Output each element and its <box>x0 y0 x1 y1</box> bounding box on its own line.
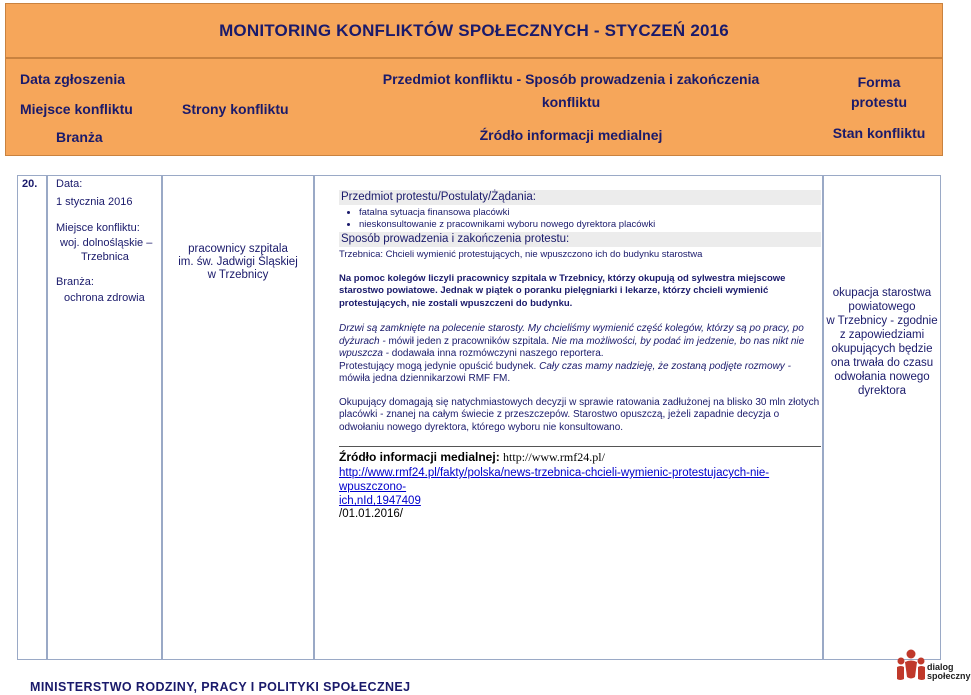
header-date: Data zgłoszenia <box>20 71 126 87</box>
quote-3: Cały czas mamy nadzieję, że zostaną podjęte rozmowy - <box>539 360 791 372</box>
page-title: MONITORING KONFLIKTÓW SPOŁECZNYCH - STYCZEŃ 2016 <box>219 20 729 40</box>
header-form: Forma <box>857 74 901 90</box>
method-header: Sposób prowadzenia i zakończenia protestu: <box>339 232 821 247</box>
place-line2: Trzebnica <box>81 251 129 263</box>
place-line1: woj. dolnośląskie – <box>60 237 153 249</box>
parties-block <box>163 243 313 282</box>
date-value: 1 stycznia 2016 <box>56 196 133 208</box>
form-line: dyrektora <box>858 385 906 397</box>
form-line: okupujących będzie <box>831 343 933 355</box>
header-protest: protestu <box>851 94 907 110</box>
source-date: /01.01.2016/ <box>339 508 403 520</box>
logo-text-line1: dialog <box>927 662 954 672</box>
form-line: z zapowiedziami <box>839 329 925 341</box>
place-label: Miejsce konfliktu: <box>56 222 140 234</box>
header-col-form <box>816 59 942 155</box>
branch-value: ochrona zdrowia <box>64 292 145 304</box>
footer-ministry: MINISTERSTWO RODZINY, PRACY I POLITYKI SPOŁECZNEJ <box>30 680 411 694</box>
source-link-line2: ich,nId,1947409 <box>339 495 421 507</box>
quote-2-attribution: dodawała inna rozmówczyni naszego reportera. <box>391 348 604 359</box>
form-line: odwołania nowego <box>834 371 930 383</box>
table-row <box>5 165 941 660</box>
subject-header: Przedmiot protestu/Postulaty/Żądania: <box>339 190 821 205</box>
quote-1-attribution: mówił jeden z pracowników szpitala. <box>388 335 550 347</box>
quote-2: Nie ma możliwości, by podać im jedzenie, bo nas nikt nie wpuszcza - <box>339 335 805 359</box>
subject-list <box>339 207 821 231</box>
method-line: Trzebnica: Chcieli wymienić protestujących, nie wpuszczono ich do budynku starostwa <box>339 249 703 260</box>
source-site: http://www.rmf24.pl/ <box>503 450 605 464</box>
source-link[interactable] <box>339 467 769 507</box>
source-box <box>339 446 821 521</box>
parties-cell <box>162 175 314 660</box>
party-line2: im. św. Jadwigi Śląskiej <box>178 256 298 268</box>
branch-label: Branża: <box>56 276 94 288</box>
header-branch: Branża <box>56 129 103 145</box>
header-subject-line1: Przedmiot konfliktu - Sposób prowadzenia i zakończenia <box>382 71 760 87</box>
subject-bullet: • nieskonsultowanie z pracownikami wyboru nowego dyrektora placówki <box>359 219 821 231</box>
header-col-parties <box>166 59 326 155</box>
row-number: 20. <box>22 178 38 190</box>
header-parties: Strony konfliktu <box>182 101 289 117</box>
source-header-line <box>339 451 821 464</box>
logo-text <box>927 663 971 681</box>
article-lead: Na pomoc kolegów liczyli pracownicy szpitala w Trzebnicy, którzy okupują od sylwestra miejscowe starostwo powiatowe. Jednak w piątek o poranku pielęgniarki i lekarze, którzy chcieli wymienić protestujących, nie zostali wpuszczeni do budynku. <box>339 272 786 309</box>
header-source: Źródło informacji medialnej <box>479 127 663 143</box>
form-line: powiatowego <box>848 301 916 313</box>
party-line3: w Trzebnicy <box>207 269 269 281</box>
table-header <box>5 58 943 156</box>
date-place-cell <box>47 175 162 660</box>
source-label: Źródło informacji medialnej: <box>339 450 500 464</box>
subject-content <box>339 190 821 434</box>
party-line1: pracownicy szpitala <box>188 243 288 255</box>
dialog-spoleczny-logo <box>894 647 971 691</box>
form-line: okupacja starostwa <box>832 287 932 299</box>
header-col-date-place-branch <box>6 59 166 155</box>
form-block <box>824 286 940 398</box>
header-status: Stan konfliktu <box>832 125 926 141</box>
logo-people-icon <box>894 647 928 687</box>
subject-cell <box>314 175 823 660</box>
form-line: ona trwała do czasu <box>830 357 934 369</box>
subject-bullet: • fatalna sytuacja finansowa placówki <box>359 207 821 219</box>
quote-1: Drzwi są zamknięte na polecenie starosty. My chcieliśmy wymienić część kolegów, którzy są po pracy, po dyżurach - <box>339 323 804 347</box>
row-number-cell <box>17 175 47 660</box>
article-paragraph-2 <box>339 323 821 361</box>
header-subject-line2: konfliktu <box>541 94 601 110</box>
quote-3-attribution: mówiła jedna dziennikarzowi RMF FM. <box>339 373 511 384</box>
logo-text-line2: społeczny <box>927 671 971 681</box>
header-col-subject <box>326 59 816 155</box>
form-cell <box>823 175 941 660</box>
title-bar <box>5 3 943 58</box>
source-link-line1: http://www.rmf24.pl/fakty/polska/news-trzebnica-chcieli-wymienic-protestujacych-nie-wpuszczono- <box>339 467 770 493</box>
header-place: Miejsce konfliktu <box>20 101 133 117</box>
date-label: Data: <box>56 178 83 190</box>
article-paragraph-3 <box>339 361 821 386</box>
article-paragraph-4: Okupujący domagają się natychmiastowych decyzji w sprawie ratowania zadłużonej na blisko 30 mln złotych placówki - znanej na całym świecie z przeszczepów. Starostwo opuszczą, jeżeli zapadnie decyzja o odwołaniu nowego dyrektora, którego wyboru nie konsultowano. <box>339 396 820 433</box>
para3-text: Protestujący mogą jedynie opuścić budynek. <box>339 360 537 372</box>
source-link-wrap <box>339 466 821 508</box>
form-line: w Trzebnicy - zgodnie <box>826 315 938 327</box>
